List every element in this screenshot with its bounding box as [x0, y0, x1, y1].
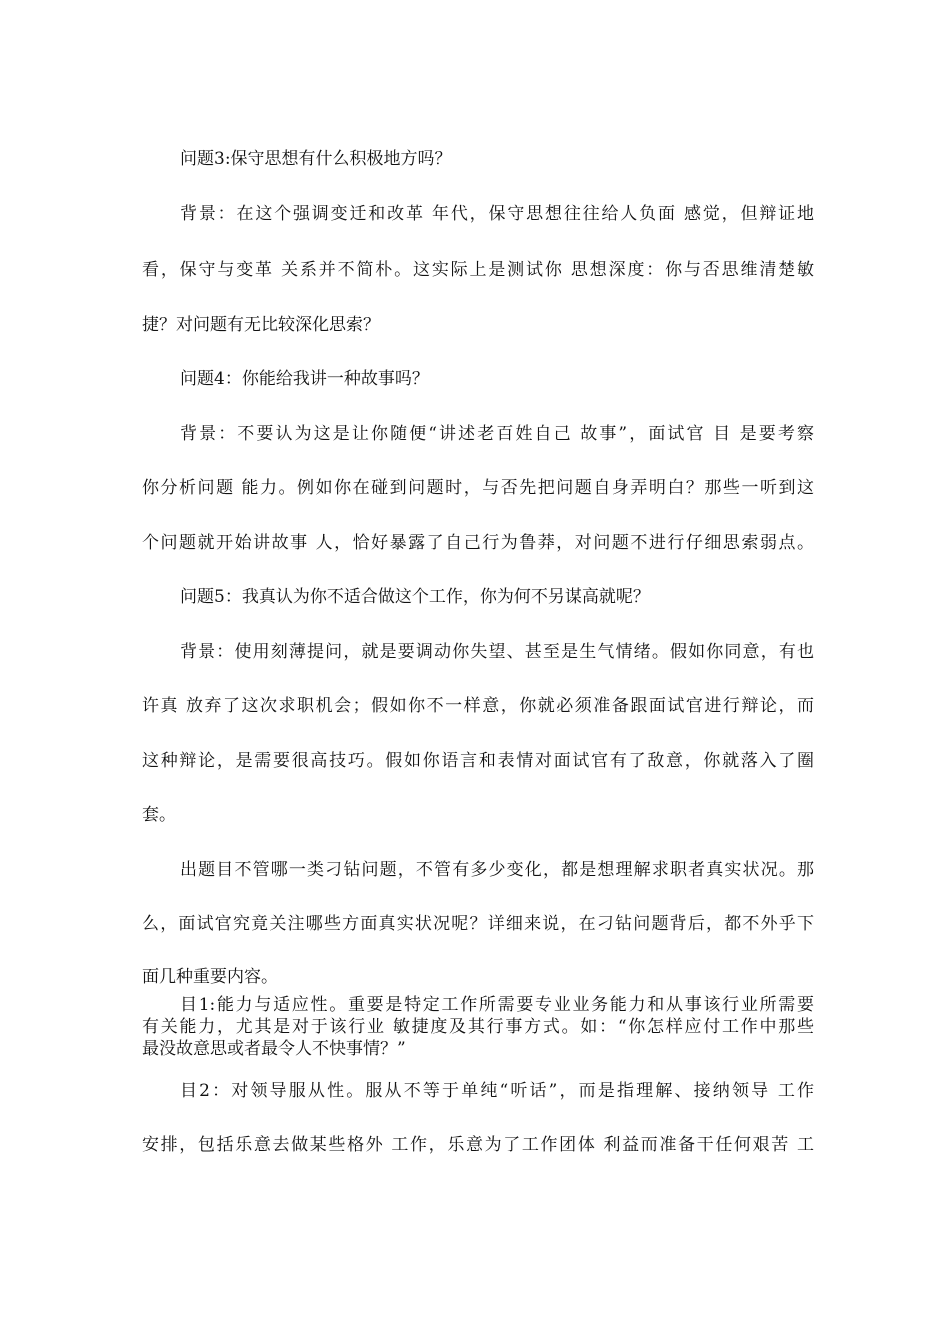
- background-4-line-2: 你分析问题 能力。例如你在碰到问题时，与否先把问题自身弄明白？那些一听到这: [142, 478, 814, 498]
- question-4-heading: 问题4：你能给我讲一种故事吗？: [180, 369, 429, 389]
- item-1-line-2: 有关能力，尤其是对于该行业 敏捷度及其行事方式。如：“你怎样应付工作中那些: [142, 1017, 814, 1037]
- item-1-line-3: 最没故意思或者最令人不快事情？”: [142, 1039, 406, 1059]
- background-5-line-4: 套。: [142, 805, 176, 825]
- background-4-line-1: 背景：不要认为这是让你随便“讲述老百姓自己 故事”，面试官 目 是要考察: [180, 424, 814, 444]
- item-2-line-2: 安排，包括乐意去做某些格外 工作，乐意为了工作团体 利益而准备干任何艰苦 工: [142, 1135, 814, 1155]
- summary-line-1: 出题目不管哪一类刁钻问题，不管有多少变化，都是想理解求职者真实状况。那: [180, 860, 814, 880]
- background-3-line-1: 背景：在这个强调变迁和改革 年代，保守思想往往给人负面 感觉，但辩证地: [180, 204, 814, 224]
- background-5-line-1: 背景：使用刻薄提问，就是要调动你失望、甚至是生气情绪。假如你同意，有也: [180, 642, 814, 662]
- item-2-line-1: 目2：对领导服从性。服从不等于单纯“听话”，而是指理解、接纳领导 工作: [180, 1081, 814, 1101]
- background-4-line-3: 个问题就开始讲故事 人，恰好暴露了自己行为鲁莽，对问题不进行仔细思索弱点。: [142, 533, 814, 553]
- summary-line-2: 么，面试官究竟关注哪些方面真实状况呢？详细来说，在刁钻问题背后，都不外乎下: [142, 914, 814, 934]
- question-5-heading: 问题5：我真认为你不适合做这个工作，你为何不另谋高就呢？: [180, 587, 650, 607]
- background-3-line-2: 看，保守与变革 关系并不简朴。这实际上是测试你 思想深度：你与否思维清楚敏: [142, 260, 814, 280]
- background-3-line-3: 捷？对问题有无比较深化思索？: [142, 315, 380, 335]
- question-3-heading: 问题3:保守思想有什么积极地方吗？: [180, 149, 452, 169]
- background-5-line-3: 这种辩论，是需要很高技巧。假如你语言和表情对面试官有了敌意，你就落入了圈: [142, 751, 814, 771]
- summary-line-3: 面几种重要内容。: [142, 967, 278, 987]
- item-1-line-1: 目1:能力与适应性。重要是特定工作所需要专业业务能力和从事该行业所需要: [180, 995, 814, 1015]
- background-5-line-2: 许真 放弃了这次求职机会；假如你不一样意，你就必须准备跟面试官进行辩论，而: [142, 696, 814, 716]
